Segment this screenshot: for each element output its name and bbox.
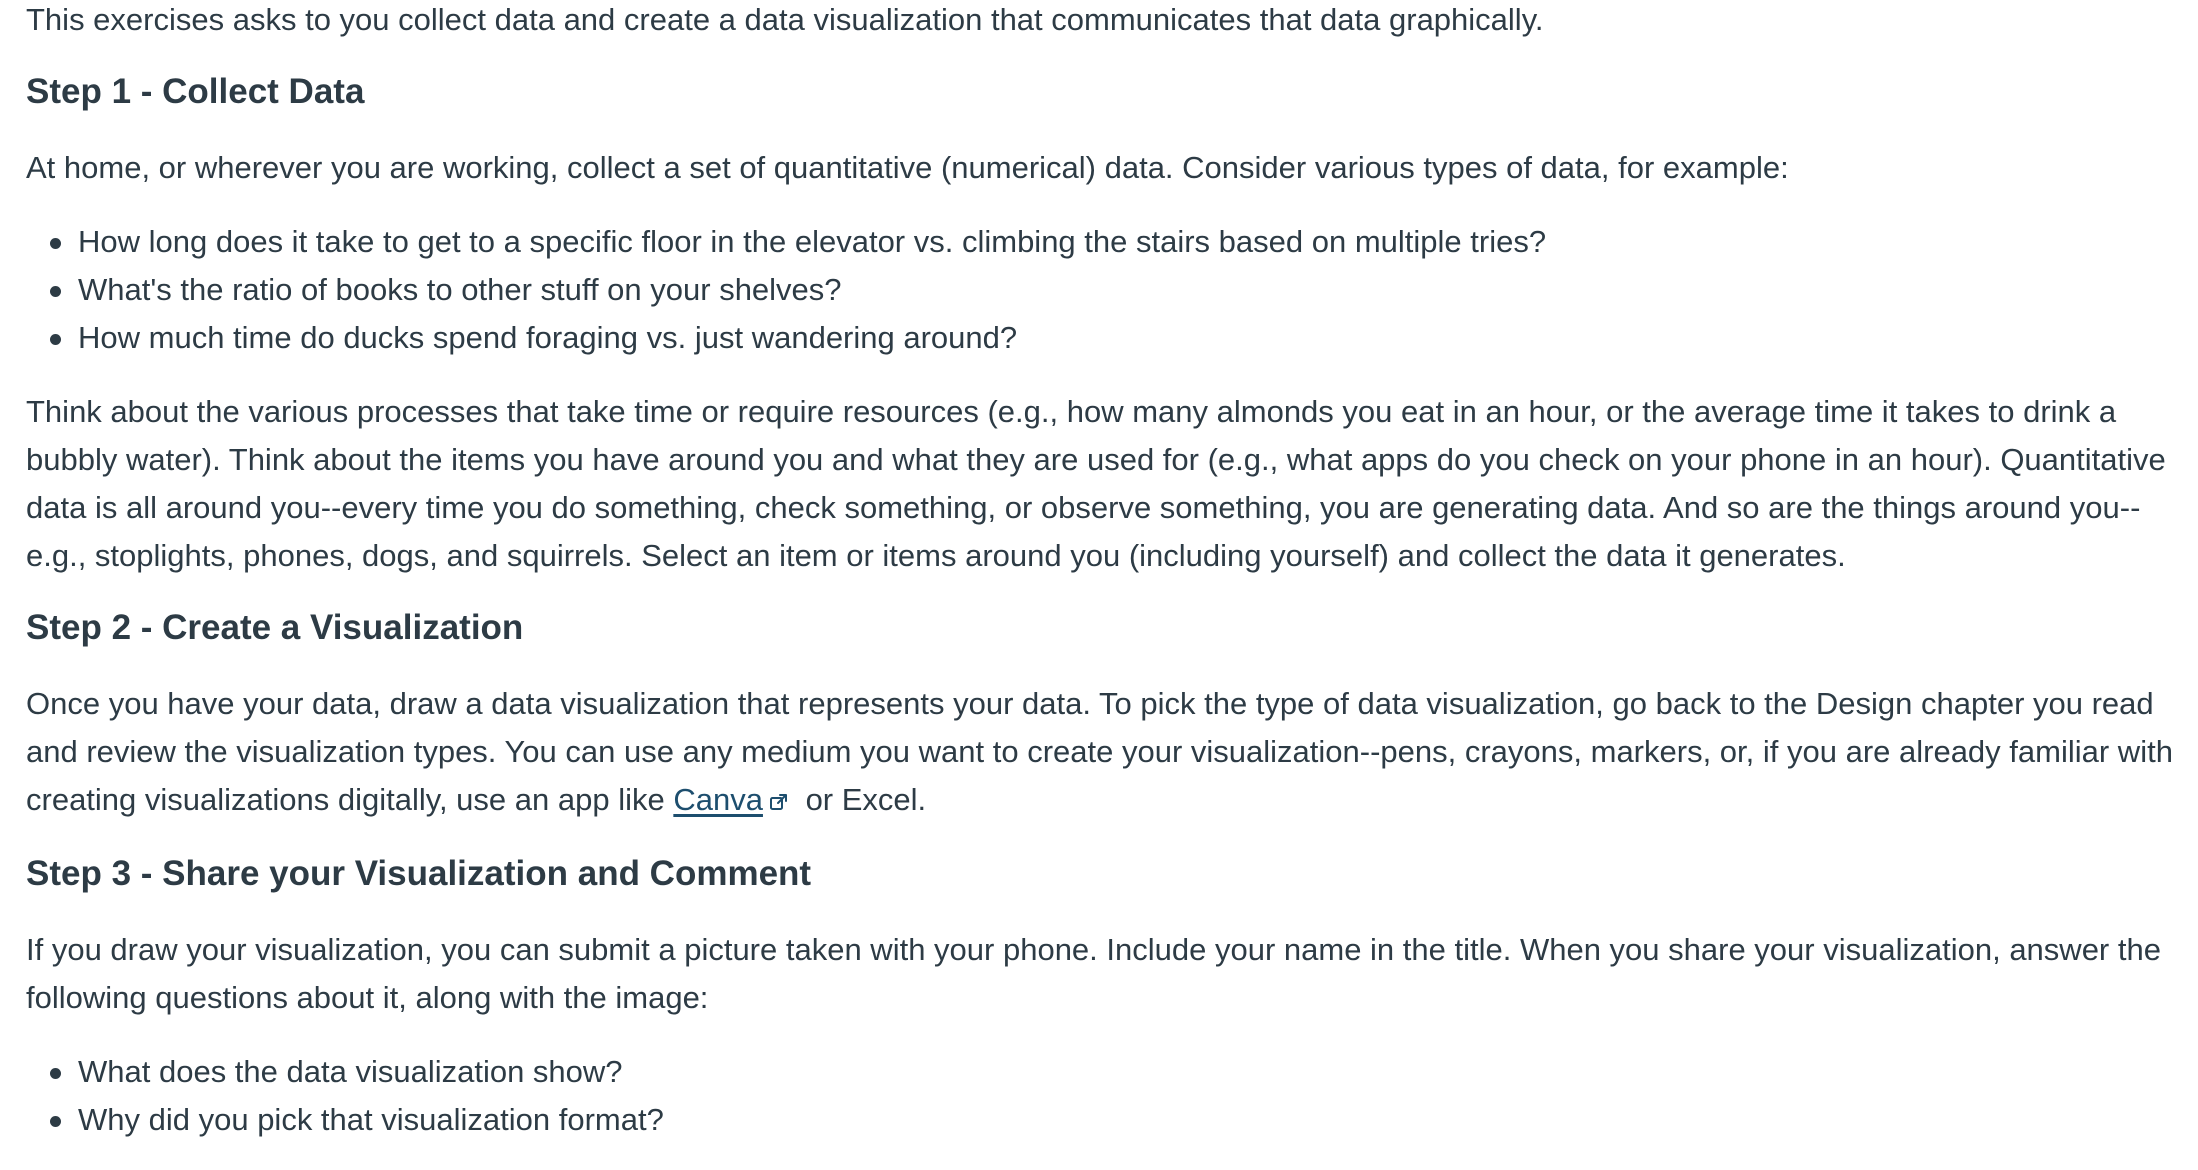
bullet-icon (50, 1116, 61, 1127)
step1-examples-list (26, 218, 2176, 362)
canva-link[interactable]: Canva (673, 782, 763, 817)
external-link-icon[interactable] (769, 778, 789, 826)
step2-text-after-link: or Excel. (796, 782, 927, 817)
list-item (50, 1048, 2176, 1096)
list-item-text: Why did you pick that visualization format? (78, 1102, 664, 1137)
step3-paragraph: If you draw your visualization, you can submit a picture taken with your phone. Include your name in the title. When you share your visualization, answer the following questions about it, along with the image: (26, 932, 2161, 1015)
step1-explanation-paragraph: Think about the various processes that take time or require resources (e.g., how many almonds you eat in an hour, or the average time it takes to drink a bubbly water). Think about the items you have around you and what they are used for (e.g., what apps do you check on your phone in an hour). Quantitative data is all around you--every time you do something, check something, or observe something, you are generating data. And so are the things around you--e.g., stoplights, phones, dogs, and squirrels. Select an item or items around you (including yourself) and collect the data it generates. (26, 394, 2166, 573)
list-item (50, 1096, 2176, 1144)
bullet-icon (50, 334, 61, 345)
step3-questions-list (26, 1048, 2176, 1144)
bullet-icon (50, 286, 61, 297)
assignment-content (26, 0, 2176, 1170)
bullet-icon (50, 1068, 61, 1079)
intro-paragraph: This exercises asks to you collect data and create a data visualization that communicates that data graphically. (26, 2, 1544, 37)
list-item (50, 266, 2176, 314)
step3-heading: Step 3 - Share your Visualization and Comment (26, 854, 812, 893)
step1-heading: Step 1 - Collect Data (26, 72, 365, 111)
list-item-text: What's the ratio of books to other stuff on your shelves? (78, 272, 842, 307)
list-item-text: What does the data visualization show? (78, 1054, 623, 1089)
step1-paragraph: At home, or wherever you are working, collect a set of quantitative (numerical) data. Consider various types of data, for example: (26, 150, 1789, 185)
step2-heading: Step 2 - Create a Visualization (26, 608, 524, 647)
list-item-text: How long does it take to get to a specific floor in the elevator vs. climbing the stairs based on multiple tries? (78, 224, 1547, 259)
list-item (50, 314, 2176, 362)
list-item (50, 218, 2176, 266)
step2-paragraph (26, 680, 2176, 826)
step2-text-before-link: Once you have your data, draw a data visualization that represents your data. To pick the type of data visualization, go back to the Design chapter you read and review the visualization types. You can use any medium you want to create your visualization--pens, crayons, markers, or, if you are already familiar with creating visualizations digitally, use an app like (26, 686, 2173, 817)
bullet-icon (50, 238, 61, 249)
list-item-text: How much time do ducks spend foraging vs. just wandering around? (78, 320, 1018, 355)
